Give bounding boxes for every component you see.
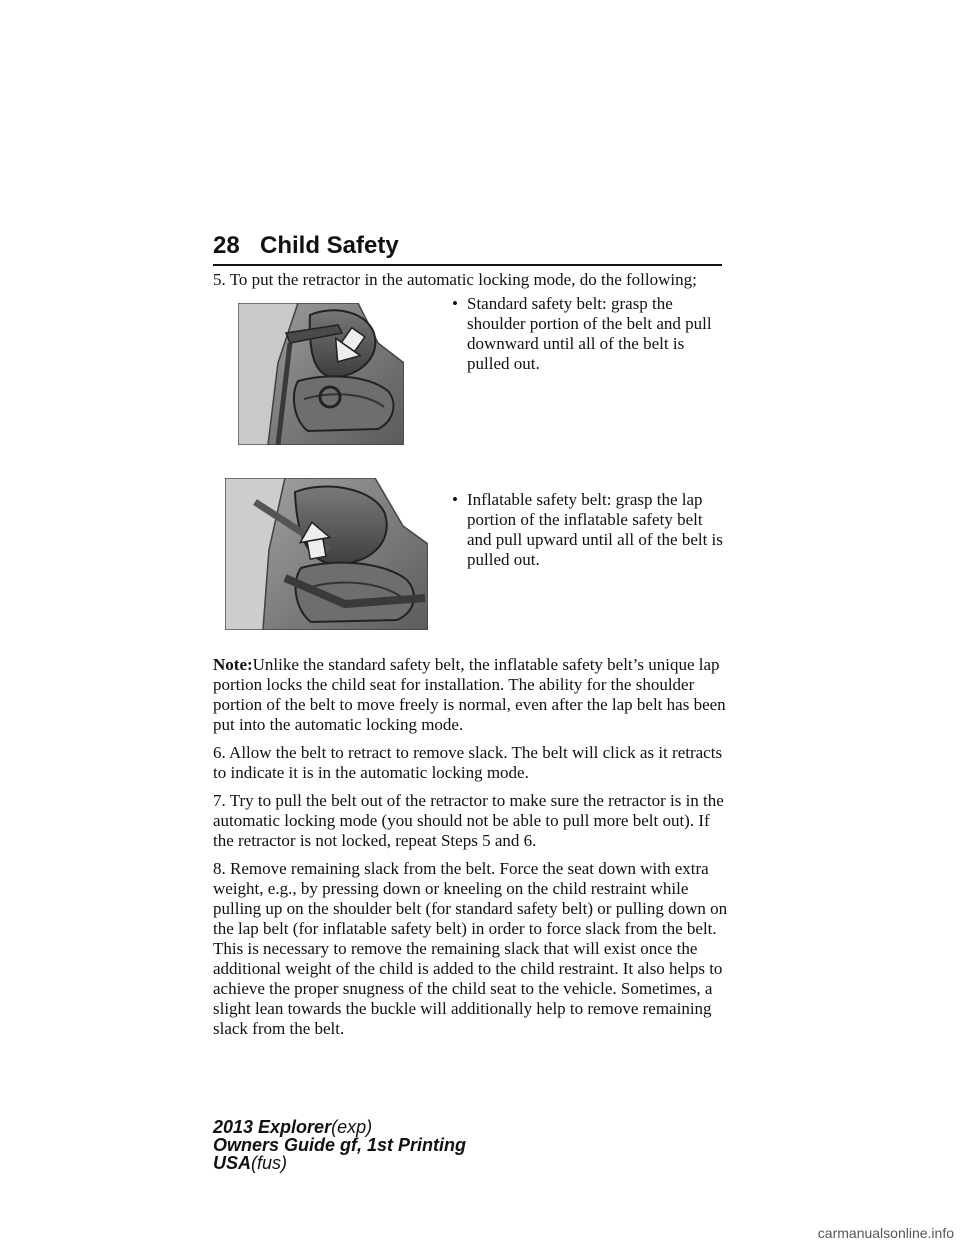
section-title: Child Safety — [260, 232, 399, 259]
watermark: carmanualsonline.info — [817, 1225, 954, 1241]
inflatable-belt-illustration — [225, 478, 428, 630]
header-rule — [213, 264, 722, 266]
bullet-inflatable-belt — [452, 490, 727, 570]
note-label: Note: — [213, 655, 253, 674]
bullet-text: Standard safety belt: grasp the shoulder portion of the belt and pull downward until all of the belt is pulled out. — [467, 294, 712, 373]
bullet-symbol: • — [452, 490, 458, 509]
note-paragraph — [213, 655, 733, 735]
step-8-paragraph: 8. Remove remaining slack from the belt. Force the seat down with extra weight, e.g., by pressing down or kneeling on the child restraint while pulling up on the shoulder belt (for standard safety belt) or pulling down on the lap belt (for inflatable safety belt) in order to force slack from the belt. This is necessary to remove the remaining slack that will exist once the additional weight of the child is added to the child restraint. It also helps to achieve the proper snugness of the child seat to the vehicle. Sometimes, a slight lean towards the buckle will additionally help to remove remaining slack from the belt. — [213, 859, 728, 1038]
bullet-symbol: • — [452, 294, 458, 313]
footer-market: USA — [213, 1153, 252, 1173]
standard-belt-illustration — [238, 303, 404, 445]
footer-market-code: (fus) — [251, 1153, 288, 1173]
bullet-standard-belt — [452, 294, 727, 374]
step-5-text: 5. To put the retractor in the automatic locking mode, do the following; — [213, 270, 697, 289]
footer-model-code: (exp) — [331, 1117, 373, 1137]
footer-model: 2013 Explorer — [213, 1117, 332, 1137]
footer-guide: Owners Guide gf, 1st Printing — [213, 1135, 467, 1155]
note-text: Unlike the standard safety belt, the inflatable safety belt’s unique lap portion locks the child seat for installation. The ability for the shoulder portion of the belt to move freely is normal, even after the lap belt has been put into the automatic locking mode. — [213, 655, 726, 734]
document-footer — [213, 1118, 466, 1172]
page-header — [213, 232, 722, 268]
bullet-text: Inflatable safety belt: grasp the lap portion of the inflatable safety belt and pull upward until all of the belt is pulled out. — [467, 490, 723, 569]
body-paragraphs — [213, 655, 733, 1047]
step-6-paragraph: 6. Allow the belt to retract to remove slack. The belt will click as it retracts to indicate it is in the automatic locking mode. — [213, 743, 723, 782]
step-7-paragraph: 7. Try to pull the belt out of the retractor to make sure the retractor is in the automatic locking mode (you should not be able to pull more belt out). If the retractor is not locked, repeat Steps 5 and 6. — [213, 791, 724, 850]
page-number: 28 — [213, 232, 240, 259]
